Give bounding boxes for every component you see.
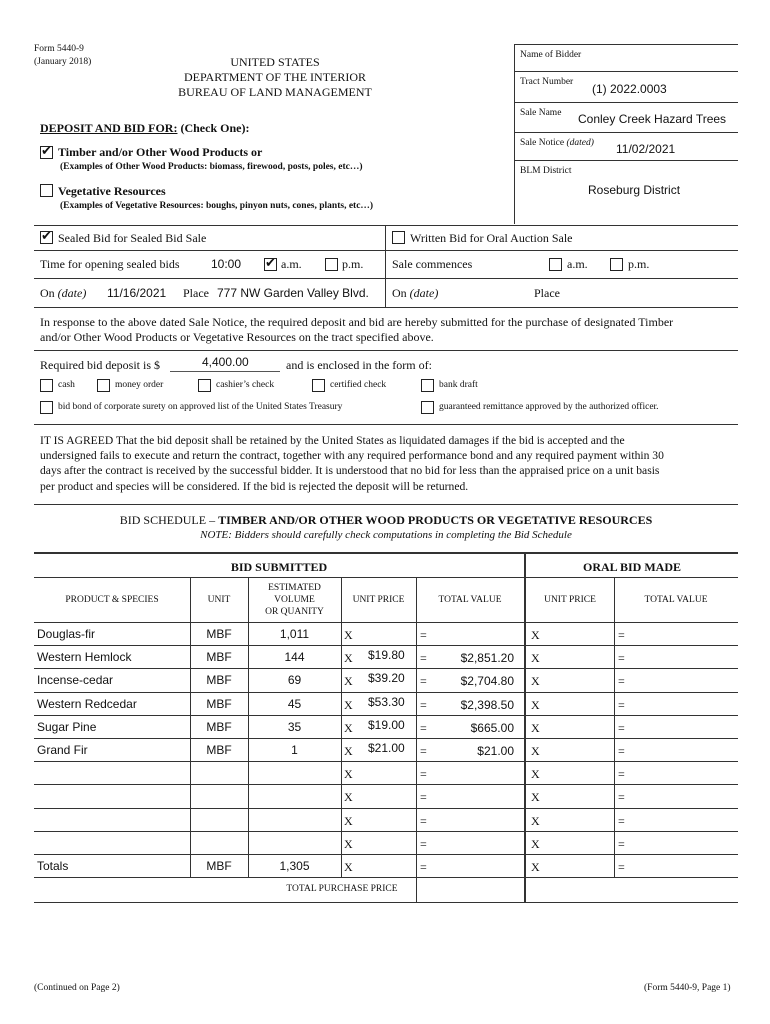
bid-submitted-header: BID SUBMITTED xyxy=(230,560,328,574)
row-oral-x-mark: X xyxy=(531,860,540,874)
enclosed-label: and is enclosed in the form of: xyxy=(286,358,432,372)
row-product[interactable]: Totals xyxy=(37,859,69,873)
row-unit[interactable]: MBF xyxy=(206,859,232,873)
agency-line-1: UNITED STATES xyxy=(230,55,320,69)
intro-line-1: In response to the above dated Sale Notice, the required deposit and bid are hereby submitted for the purchase of designated Timber xyxy=(40,315,674,329)
footer-continued: (Continued on Page 2) xyxy=(34,983,120,993)
agency-line-3: BUREAU OF LAND MANAGEMENT xyxy=(178,85,372,99)
written-bid-label: Written Bid for Oral Auction Sale xyxy=(410,231,573,245)
agreement-line-4: per product and species will be considered. If the bid is rejected the deposit will be returned. xyxy=(40,480,469,493)
row-volume[interactable]: 1,305 xyxy=(279,859,310,873)
oral-bid-made-header: ORAL BID MADE xyxy=(582,560,681,574)
row-equals-mark: = xyxy=(420,790,427,804)
row-oral-x-mark: X xyxy=(531,790,540,804)
sale-notice-label: Sale Notice (dated) xyxy=(520,138,594,148)
deposit-heading: DEPOSIT AND BID FOR: (Check One): xyxy=(40,121,250,135)
agreement-line-1: IT IS AGREED That the bid deposit shall be retained by the United States as liquidated damages if the bid is accepted and the xyxy=(40,434,625,447)
footer-page: (Form 5440-9, Page 1) xyxy=(644,983,731,993)
guaranteed-remittance-checkbox[interactable] xyxy=(421,401,434,414)
row-equals-mark: = xyxy=(420,837,427,851)
row-equals-mark: = xyxy=(420,767,427,781)
agreement-line-3: days after the contract is received by the successful bidder. It is understood that no bid for less than the appraised price on a unit basis xyxy=(40,464,660,477)
row-product[interactable]: Grand Fir xyxy=(37,743,88,757)
sealed-am-label: a.m. xyxy=(281,257,302,271)
form-date: (January 2018) xyxy=(34,57,92,67)
total-purchase-price-label: TOTAL PURCHASE PRICE xyxy=(286,884,398,894)
col-unit-price-header: UNIT PRICE xyxy=(352,595,405,605)
sealed-date-label: On (date) xyxy=(40,286,87,300)
vegetative-label: Vegetative Resources xyxy=(58,184,166,198)
money-order-checkbox[interactable] xyxy=(97,379,110,392)
row-unit-price[interactable]: $53.30 xyxy=(368,695,405,709)
bid-bond-label: bid bond of corporate surety on approved list of the United States Treasury xyxy=(58,402,343,412)
required-deposit-label: Required bid deposit is $ xyxy=(40,358,160,372)
tract-number-field[interactable]: (1) 2022.0003 xyxy=(592,82,667,96)
row-equals-mark: = xyxy=(420,744,427,758)
row-total-value[interactable]: $2,398.50 xyxy=(460,698,514,712)
row-equals-mark: = xyxy=(420,721,427,735)
row-oral-equals-mark: = xyxy=(618,814,625,828)
row-x-mark: X xyxy=(344,790,353,804)
row-equals-mark: = xyxy=(420,674,427,688)
row-unit-price[interactable]: $19.80 xyxy=(368,648,405,662)
row-oral-equals-mark: = xyxy=(618,860,625,874)
sealed-place-field[interactable]: 777 NW Garden Valley Blvd. xyxy=(217,286,369,300)
row-oral-x-mark: X xyxy=(531,628,540,642)
guaranteed-remittance-label: guaranteed remittance approved by the authorized officer. xyxy=(439,402,659,412)
row-oral-equals-mark: = xyxy=(618,767,625,781)
row-x-mark: X xyxy=(344,651,353,665)
row-total-value[interactable]: $21.00 xyxy=(477,744,514,758)
row-volume[interactable]: 1,011 xyxy=(279,627,310,641)
row-total-value[interactable]: $665.00 xyxy=(470,721,514,735)
tract-number-label: Tract Number xyxy=(520,77,574,87)
row-oral-equals-mark: = xyxy=(618,721,625,735)
row-volume[interactable]: 1 xyxy=(291,743,298,757)
sealed-place-label: Place xyxy=(183,286,209,300)
row-oral-equals-mark: = xyxy=(618,698,625,712)
col-total-value-header: TOTAL VALUE xyxy=(438,595,502,605)
oral-pm-label: p.m. xyxy=(628,257,650,271)
bid-schedule-title: BID SCHEDULE – TIMBER AND/OR OTHER WOOD PRODUCTS OR VEGETATIVE RESOURCES xyxy=(119,513,653,527)
agreement-line-2: undersigned fails to execute and return the contract, together with any required performance bond and any required payment within 30 xyxy=(40,449,664,462)
row-oral-equals-mark: = xyxy=(618,674,625,688)
sale-name-field[interactable]: Conley Creek Hazard Trees xyxy=(578,112,727,126)
row-total-value[interactable]: $2,704.80 xyxy=(460,674,514,688)
row-product[interactable]: Douglas-fir xyxy=(37,627,96,641)
sealed-am-checkbox[interactable] xyxy=(264,258,277,271)
row-x-mark: X xyxy=(344,860,353,874)
sealed-bid-label: Sealed Bid for Sealed Bid Sale xyxy=(58,231,207,245)
oral-place-label: Place xyxy=(534,286,560,300)
row-x-mark: X xyxy=(344,721,353,735)
timber-checkbox[interactable] xyxy=(40,146,53,159)
row-unit-price[interactable]: $39.20 xyxy=(368,671,405,685)
row-oral-x-mark: X xyxy=(531,814,540,828)
money-order-label: money order xyxy=(115,380,164,390)
row-unit[interactable]: MBF xyxy=(206,673,232,687)
row-oral-x-mark: X xyxy=(531,744,540,758)
row-volume[interactable]: 69 xyxy=(287,673,302,687)
row-x-mark: X xyxy=(344,837,353,851)
row-product[interactable]: Incense-cedar xyxy=(37,673,114,687)
row-volume[interactable]: 45 xyxy=(287,697,302,711)
opening-time-label: Time for opening sealed bids xyxy=(40,257,180,271)
row-oral-x-mark: X xyxy=(531,767,540,781)
row-unit[interactable]: MBF xyxy=(206,627,232,641)
vegetative-examples: (Examples of Vegetative Resources: boughs, pinyon nuts, cones, plants, etc…) xyxy=(60,201,374,211)
blm-district-label: BLM District xyxy=(520,166,572,176)
sale-name-label: Sale Name xyxy=(520,108,562,118)
row-oral-x-mark: X xyxy=(531,837,540,851)
oral-date-label: On (date) xyxy=(392,286,439,300)
row-equals-mark: = xyxy=(420,628,427,642)
row-product[interactable]: Western Redcedar xyxy=(37,697,137,711)
row-product[interactable]: Western Hemlock xyxy=(37,650,132,664)
bank-draft-label: bank draft xyxy=(439,380,478,390)
cash-label: cash xyxy=(58,380,75,390)
row-oral-equals-mark: = xyxy=(618,837,625,851)
row-unit[interactable]: MBF xyxy=(206,720,232,734)
row-unit[interactable]: MBF xyxy=(206,743,232,757)
row-oral-equals-mark: = xyxy=(618,744,625,758)
row-unit[interactable]: MBF xyxy=(206,650,232,664)
required-deposit-field[interactable]: 4,400.00 xyxy=(202,355,249,369)
row-unit-price[interactable]: $19.00 xyxy=(368,718,405,732)
sealed-bid-checkbox[interactable] xyxy=(40,231,53,244)
bid-schedule-note: NOTE: Bidders should carefully check computations in completing the Bid Schedule xyxy=(200,529,572,541)
bidder-name-label: Name of Bidder xyxy=(520,50,582,60)
row-product[interactable]: Sugar Pine xyxy=(37,720,97,734)
cashiers-check-label: cashier’s check xyxy=(216,380,275,390)
certified-check-label: certified check xyxy=(330,380,387,390)
row-x-mark: X xyxy=(344,814,353,828)
oral-am-label: a.m. xyxy=(567,257,588,271)
sealed-pm-label: p.m. xyxy=(342,257,364,271)
form-number: Form 5440-9 xyxy=(34,44,84,54)
col-volume-header: ESTIMATED VOLUME OR QUANITY xyxy=(265,583,324,617)
sealed-date-field[interactable]: 11/16/2021 xyxy=(107,286,167,300)
row-total-value[interactable]: $2,851.20 xyxy=(460,651,514,665)
row-x-mark: X xyxy=(344,674,353,688)
sale-commences-label: Sale commences xyxy=(392,257,473,271)
row-x-mark: X xyxy=(344,767,353,781)
row-oral-equals-mark: = xyxy=(618,628,625,642)
blm-district-field[interactable]: Roseburg District xyxy=(588,183,681,197)
cash-checkbox[interactable] xyxy=(40,379,53,392)
row-oral-equals-mark: = xyxy=(618,790,625,804)
timber-label: Timber and/or Other Wood Products or xyxy=(58,145,263,159)
agency-line-2: DEPARTMENT OF THE INTERIOR xyxy=(183,70,367,84)
col-oral-unit-price-header: UNIT PRICE xyxy=(544,595,596,605)
certified-check-checkbox[interactable] xyxy=(312,379,325,392)
opening-time-field[interactable]: 10:00 xyxy=(211,257,242,271)
row-equals-mark: = xyxy=(420,698,427,712)
row-volume[interactable]: 144 xyxy=(284,650,305,664)
row-equals-mark: = xyxy=(420,860,427,874)
row-oral-x-mark: X xyxy=(531,698,540,712)
col-unit-header: UNIT xyxy=(207,595,231,605)
row-unit[interactable]: MBF xyxy=(206,697,232,711)
row-x-mark: X xyxy=(344,744,353,758)
row-oral-equals-mark: = xyxy=(618,651,625,665)
sealed-pm-checkbox[interactable] xyxy=(325,258,338,271)
written-bid-checkbox[interactable] xyxy=(392,231,405,244)
row-x-mark: X xyxy=(344,698,353,712)
row-x-mark: X xyxy=(344,628,353,642)
oral-am-checkbox[interactable] xyxy=(549,258,562,271)
oral-pm-checkbox[interactable] xyxy=(610,258,623,271)
bid-bond-checkbox[interactable] xyxy=(40,401,53,414)
intro-line-2: and/or Other Wood Products or Vegetative Resources on the tract specified above. xyxy=(40,330,434,344)
cashiers-check-checkbox[interactable] xyxy=(198,379,211,392)
col-product-header: PRODUCT & SPECIES xyxy=(65,595,159,605)
sale-notice-date-field[interactable]: 11/02/2021 xyxy=(616,142,676,156)
bank-draft-checkbox[interactable] xyxy=(421,379,434,392)
row-equals-mark: = xyxy=(420,814,427,828)
row-unit-price[interactable]: $21.00 xyxy=(368,741,405,755)
row-volume[interactable]: 35 xyxy=(287,720,302,734)
vegetative-checkbox[interactable] xyxy=(40,184,53,197)
row-oral-x-mark: X xyxy=(531,651,540,665)
col-oral-total-value-header: TOTAL VALUE xyxy=(644,595,708,605)
row-equals-mark: = xyxy=(420,651,427,665)
timber-examples: (Examples of Other Wood Products: biomass, firewood, posts, poles, etc…) xyxy=(60,162,363,172)
row-oral-x-mark: X xyxy=(531,674,540,688)
row-oral-x-mark: X xyxy=(531,721,540,735)
